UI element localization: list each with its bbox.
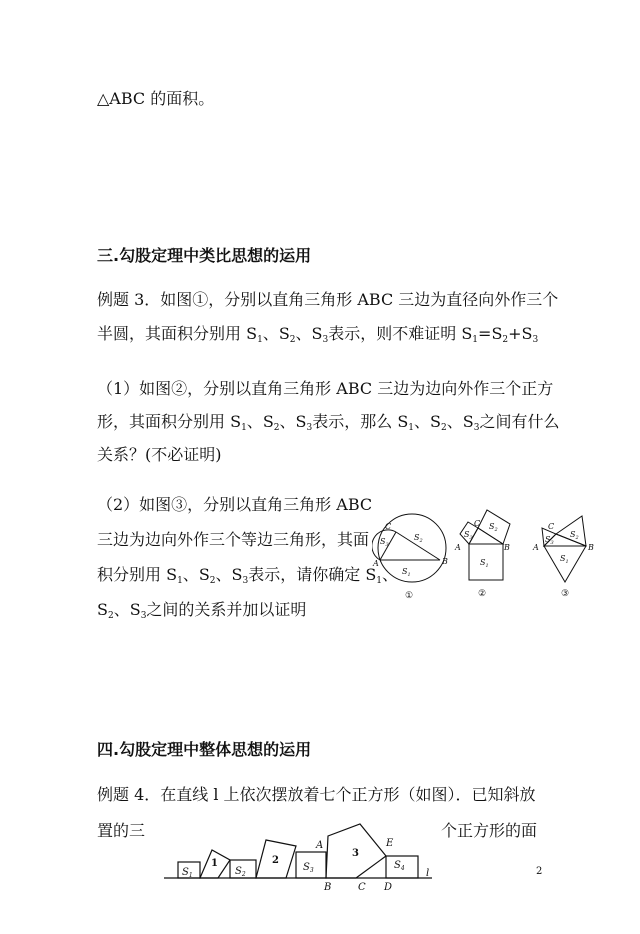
figure-1-semicircles bbox=[372, 508, 452, 600]
ex3-q2-line3: 积分别用 $S_1$、$S_2$、$S_3$表示，请你确定 $S_1$、 bbox=[97, 565, 399, 586]
svg-text:l: l bbox=[426, 868, 430, 879]
svg-text:S1: $S_1$ bbox=[182, 867, 193, 879]
ex3-line1: 例题 3．如图①，分别以直角三角形 ABC 三边为直径向外作三个 bbox=[97, 290, 559, 309]
fig1-number: ① bbox=[405, 591, 414, 600]
fig1-label-a: A bbox=[373, 559, 379, 568]
figure-seven-squares bbox=[160, 816, 445, 894]
square-s3 bbox=[296, 852, 326, 878]
svg-text:D: D bbox=[384, 882, 393, 893]
svg-text:3: 3 bbox=[352, 848, 359, 859]
fig1-label-c: C bbox=[385, 522, 392, 531]
svg-text:S2: $S_2$ bbox=[235, 866, 246, 878]
svg-text:B: B bbox=[504, 543, 510, 552]
section-4-heading: 四.勾股定理中整体思想的运用 bbox=[97, 740, 312, 759]
svg-text:C: C bbox=[548, 522, 555, 531]
paragraph-abc-area: △ABC 的面积。 bbox=[97, 89, 215, 108]
fig1-label-s1: $S_1$ bbox=[402, 567, 411, 578]
ex3-q2-line1: （2）如图③，分别以直角三角形 ABC bbox=[97, 495, 373, 514]
ex3-q2-line2: 三边为边向外作三个等边三角形，其面 bbox=[97, 530, 370, 549]
fig3-number: ③ bbox=[561, 589, 570, 599]
ex3-q1-line2: 形，其面积分别用 $S_1$、$S_2$、$S_3$表示，那么 $S_1$、$S_2$、$S_3$之间有什么 bbox=[97, 412, 560, 433]
fig1-label-s2: $S_2$ bbox=[414, 533, 423, 544]
svg-text:S1: $S_1$ bbox=[560, 554, 569, 565]
svg-text:S1: $S_1$ bbox=[480, 558, 489, 569]
svg-text:C: C bbox=[358, 882, 366, 893]
fig2-square-s1 bbox=[469, 544, 503, 580]
fig1-label-b: B bbox=[442, 557, 448, 566]
figure-3-triangles bbox=[530, 506, 606, 600]
svg-text:S3: $S_3$ bbox=[464, 530, 473, 541]
section-3-heading: 三.勾股定理中类比思想的运用 bbox=[97, 246, 312, 265]
ex3-line2: 半圆，其面积分别用 $S_1$、$S_2$、$S_3$表示，则不难证明 $S_1=S_2+S_3$ bbox=[97, 324, 539, 345]
svg-text:S2: $S_2$ bbox=[570, 530, 579, 541]
svg-text:2: 2 bbox=[272, 855, 279, 866]
fig2-number: ② bbox=[478, 589, 487, 599]
page-number: 2 bbox=[536, 866, 543, 877]
ex3-q1-line1: （1）如图②，分别以直角三角形 ABC 三边为边向外作三个正方 bbox=[97, 379, 554, 398]
svg-text:A: A bbox=[455, 543, 461, 552]
svg-text:A: A bbox=[316, 840, 324, 851]
fig1-label-s3: $S_3$ bbox=[380, 537, 389, 548]
svg-text:B: B bbox=[588, 543, 594, 552]
ex4-line2-start: 置的三 bbox=[97, 821, 146, 840]
svg-text:A: A bbox=[533, 543, 539, 552]
ex3-q1-line3: 关系？(不必证明) bbox=[97, 445, 222, 464]
ex4-line2-end: 个正方形的面 bbox=[441, 821, 538, 840]
svg-text:B: B bbox=[324, 882, 332, 893]
figure-2-squares bbox=[452, 506, 524, 600]
ex4-line1: 例题 4．在直线 l 上依次摆放着七个正方形（如图）．已知斜放 bbox=[97, 785, 536, 804]
svg-text:E: E bbox=[386, 838, 394, 849]
ex3-q2-line4: $S_2$、$S_3$之间的关系并加以证明 bbox=[97, 600, 307, 621]
svg-text:S2: $S_2$ bbox=[489, 522, 498, 533]
svg-text:S3: $S_3$ bbox=[545, 535, 554, 546]
svg-text:C: C bbox=[474, 519, 481, 528]
svg-text:1: 1 bbox=[211, 858, 218, 869]
svg-text:S4: $S_4$ bbox=[394, 860, 405, 872]
svg-text:S3: $S_3$ bbox=[303, 862, 314, 874]
